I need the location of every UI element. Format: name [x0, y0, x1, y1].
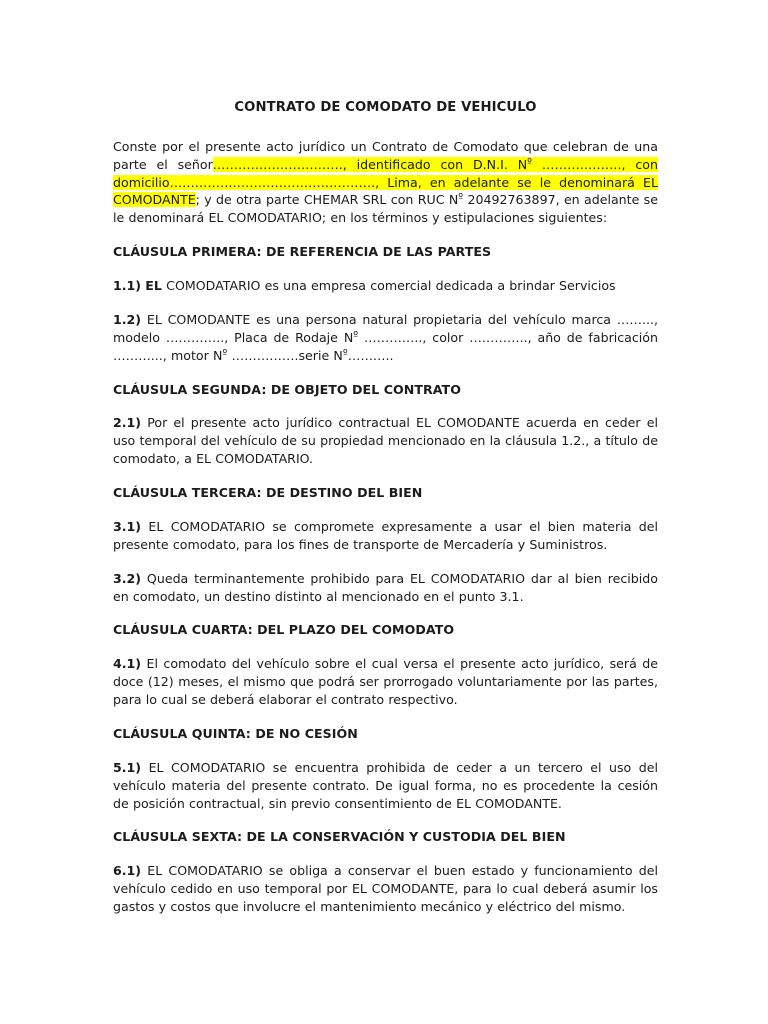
clause-item [113, 414, 658, 468]
clause-item [113, 570, 658, 606]
ordinal-number-symbol: $N^º$ [343, 329, 359, 345]
clause-item [113, 311, 658, 365]
ordinal-number-symbol: $N^º$ [448, 192, 464, 208]
clause-item-number: 1.1) [113, 278, 142, 294]
clause-heading: CLÁUSULA SEGUNDA: DE OBJETO DEL CONTRATO [113, 381, 461, 397]
clause-heading: CLÁUSULA SEXTA: DE LA CONSERVACIÓN Y CUSTODIA DEL BIEN [113, 829, 566, 845]
clause-item-number: 6.1) [113, 863, 142, 879]
clause-item-text: Por el presente acto jurídico contractual EL COMODANTE acuerda en ceder el uso temporal del vehículo de su propiedad mencionado en la cláusula 1.2., a título de comodato, a EL COMODATARIO. [113, 415, 658, 467]
preamble-tail-text: ; y de otra parte CHEMAR SRL con RUC $N^º$ 20492763897, en adelante se le denominará EL COMODATARIO; en los términos y estipulaciones siguientes: [113, 192, 658, 226]
clause-item-text: EL COMODATARIO se compromete expresamente a usar el bien materia del presente comodato, para los fines de transporte de Mercadería y Suministros. [113, 518, 658, 552]
clause-heading: CLÁUSULA TERCERA: DE DESTINO DEL BIEN [113, 485, 423, 501]
clause-item-text: COMODATARIO es una empresa comercial dedicada a brindar Servicios [166, 278, 616, 294]
clause-item-bold-lead: EL [145, 278, 162, 294]
clause-item [113, 655, 658, 709]
preamble-lead-text: Conste por el presente acto jurídico un Contrato de Comodato que celebran de una parte el señor [113, 138, 658, 172]
clause-heading: CLÁUSULA QUINTA: DE NO CESIÓN [113, 725, 358, 741]
clause-item-number: 5.1) [113, 759, 142, 775]
clause-item [113, 862, 658, 916]
ordinal-number-symbol: $N^º$ [517, 156, 533, 172]
clause-heading: CLÁUSULA CUARTA: DEL PLAZO DEL COMODATO [113, 622, 455, 638]
document-body [113, 100, 658, 916]
ordinal-number-symbol: $N^º$ [333, 347, 348, 363]
clause-item [113, 277, 658, 295]
preamble-highlighted-text: …………………………., identificado con D.N.I. $N^º$ ………………., con domicilio…………………………………………., Lima, en adelante se le denominará EL COMODANTE [113, 156, 658, 208]
ordinal-number-symbol: $N^º$ [213, 347, 228, 363]
clause-list [113, 243, 658, 916]
clause-item [113, 759, 658, 813]
clause-item-number: 3.1) [113, 518, 142, 534]
clause-item-number: 2.1) [113, 415, 142, 431]
clause-item-number: 4.1) [113, 656, 142, 672]
clause-item-text: EL COMODANTE es una persona natural propietaria del vehículo marca ……..., modelo ………….., Placa de Rodaje $N^º$ ………….., color ………….., año de fabricación ………..., motor $N^º$ …………….serie $N^º\dots\dots\dots$.. [113, 311, 658, 363]
page-title: CONTRATO DE COMODATO DE VEHICULO [234, 100, 537, 115]
clause-item-text: EL COMODATARIO se obliga a conservar el buen estado y funcionamiento del vehículo cedido en uso temporal por EL COMODANTE, para lo cual deberá asumir los gastos y costos que involucre el mantenimiento mecánico y eléctrico del mismo. [113, 863, 658, 915]
clause-item-text: Queda terminantemente prohibido para EL COMODATARIO dar al bien recibido en comodato, un destino distinto al mencionado en el punto 3.1. [113, 570, 658, 604]
clause-item-number: 1.2) [113, 311, 142, 327]
clause-item-text: El comodato del vehículo sobre el cual versa el presente acto jurídico, será de doce (12) meses, el mismo que podrá ser prorrogado voluntariamente por las partes, para lo cual se deberá elaborar el contrato respectivo. [113, 656, 658, 708]
clause-heading: CLÁUSULA PRIMERA: DE REFERENCIA DE LAS PARTES [113, 244, 492, 260]
clause-item-number: 3.2) [113, 570, 142, 586]
preamble-paragraph [113, 138, 658, 227]
clause-item [113, 518, 658, 554]
clause-item-text: EL COMODATARIO se encuentra prohibida de ceder a un tercero el uso del vehículo materia del presente contrato. De igual forma, no es procedente la cesión de posición contractual, sin previo consentimiento de EL COMODANTE. [113, 759, 658, 811]
